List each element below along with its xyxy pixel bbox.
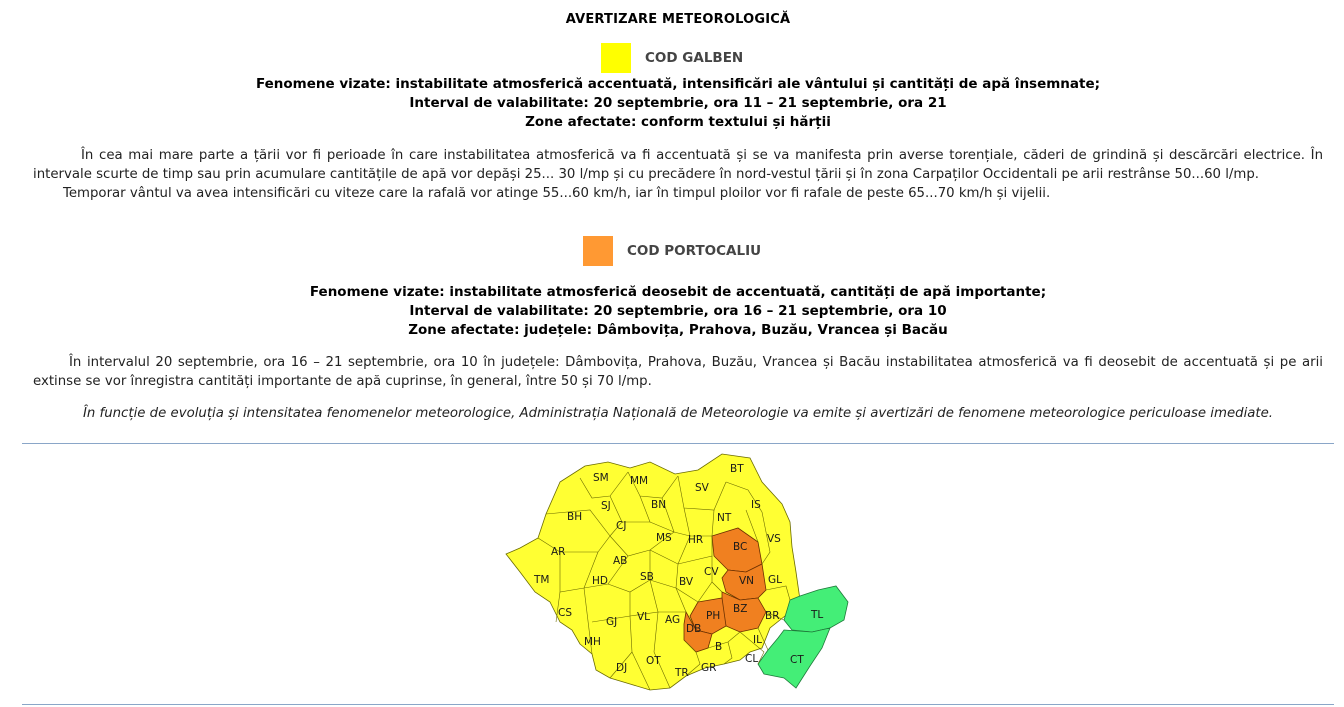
county-label-bt: BT — [730, 463, 744, 475]
county-label-ot: OT — [646, 655, 661, 667]
county-label-mh: MH — [584, 636, 601, 648]
orange-zones: Zone afectate: județele: Dâmbovița, Prahova, Buzău, Vrancea și Bacău — [408, 322, 948, 338]
orange-swatch — [583, 236, 613, 266]
yellow-code-header — [601, 43, 743, 73]
county-label-mm: MM — [630, 475, 649, 487]
county-label-ms: MS — [656, 532, 672, 544]
yellow-swatch — [601, 43, 631, 73]
county-label-db: DB — [686, 623, 702, 635]
county-label-sb: SB — [640, 571, 654, 583]
yellow-description — [33, 146, 1323, 203]
orange-code-header — [583, 236, 761, 266]
county-label-cl: CL — [745, 653, 759, 665]
county-label-ct: CT — [790, 654, 804, 666]
county-label-cs: CS — [558, 607, 572, 619]
yellow-phenomena: Fenomene vizate: instabilitate atmosferică accentuată, intensificări ale vântului și cantități de apă însemnate; — [255, 76, 1101, 92]
divider-top — [22, 443, 1334, 444]
county-label-sj: SJ — [601, 500, 611, 512]
county-label-dj: DJ — [616, 662, 628, 674]
county-label-bc: BC — [733, 541, 748, 553]
yellow-zones: Zone afectate: conform textului și hărții — [525, 114, 831, 130]
county-label-gj: GJ — [606, 616, 618, 628]
county-label-tm: TM — [534, 574, 550, 586]
county-label-il: IL — [753, 634, 762, 646]
county-label-bh: BH — [567, 511, 583, 523]
orange-description — [33, 353, 1323, 391]
yellow-interval: Interval de valabilitate: 20 septembrie, ora 11 – 21 septembrie, ora 21 — [409, 95, 947, 111]
county-label-br: BR — [765, 610, 780, 622]
county-label-vn: VN — [739, 575, 755, 587]
romania-warning-map — [500, 452, 852, 696]
yellow-code-label: COD GALBEN — [645, 50, 744, 66]
county-label-hd: HD — [592, 575, 608, 587]
county-label-ph: PH — [706, 610, 721, 622]
county-label-bv: BV — [679, 576, 694, 588]
county-label-sm: SM — [593, 472, 609, 484]
county-label-bn: BN — [651, 499, 667, 511]
yellow-text-2: Temporar vântul va avea intensificări cu viteze care la rafală vor atinge 55...60 km/h, iar în timpul ploilor vor fi rafale de peste 65...70 km/h și vijelii. — [63, 186, 1051, 201]
orange-summary — [0, 283, 1344, 340]
page-title: AVERTIZARE METEOROLOGICĂ — [565, 12, 791, 27]
county-label-ar: AR — [551, 546, 566, 558]
orange-code-label: COD PORTOCALIU — [627, 243, 762, 259]
county-label-gr: GR — [701, 662, 717, 674]
divider-bottom — [22, 704, 1334, 705]
county-label-bz: BZ — [733, 603, 748, 615]
orange-interval: Interval de valabilitate: 20 septembrie, ora 16 – 21 septembrie, ora 10 — [409, 303, 947, 319]
orange-text: În intervalul 20 septembrie, ora 16 – 21 septembrie, ora 10 în județele: Dâmbovița, Prahova, Buzău, Vrancea și Bacău instabilitatea atmosferică va fi deosebit de accentuată și pe arii extinse se vor înregistra cantități importante de apă cuprinse, în general, între 50 și 70 l/mp. — [33, 355, 1323, 389]
county-label-nt: NT — [717, 512, 732, 524]
county-label-is: IS — [751, 499, 761, 511]
county-label-vl: VL — [637, 611, 651, 623]
county-label-ag: AG — [665, 614, 681, 626]
county-label-tl: TL — [811, 609, 824, 621]
county-label-b: B — [715, 641, 723, 653]
yellow-text-1: În cea mai mare parte a țării vor fi perioade în care instabilitatea atmosferică va fi accentuată și se va manifesta prin averse torențiale, căderi de grindină și descărcări electrice. În intervale scurte de timp sau prin acumulare cantitățile de apă vor depăși 25... 30 l/mp și cu precădere în nord-vestul țării și în zona Carpaților Occidentali pe arii restrânse 50...60 l/mp. — [33, 148, 1323, 182]
yellow-summary — [0, 75, 1344, 132]
county-label-ab: AB — [613, 555, 628, 567]
county-label-hr: HR — [688, 534, 704, 546]
county-label-vs: VS — [767, 533, 781, 545]
county-label-cj: CJ — [616, 520, 627, 532]
county-label-gl: GL — [768, 574, 782, 586]
county-label-tr: TR — [675, 667, 689, 679]
footer-note: În funcție de evoluția și intensitatea fenomenelor meteorologice, Administrația Națională de Meteorologie va emite și avertizări de fenomene meteorologice periculoase imediate. — [82, 406, 1274, 421]
county-label-cv: CV — [704, 566, 719, 578]
county-label-sv: SV — [695, 482, 709, 494]
orange-phenomena: Fenomene vizate: instabilitate atmosferică deosebit de accentuată, cantități de apă importante; — [309, 284, 1047, 300]
